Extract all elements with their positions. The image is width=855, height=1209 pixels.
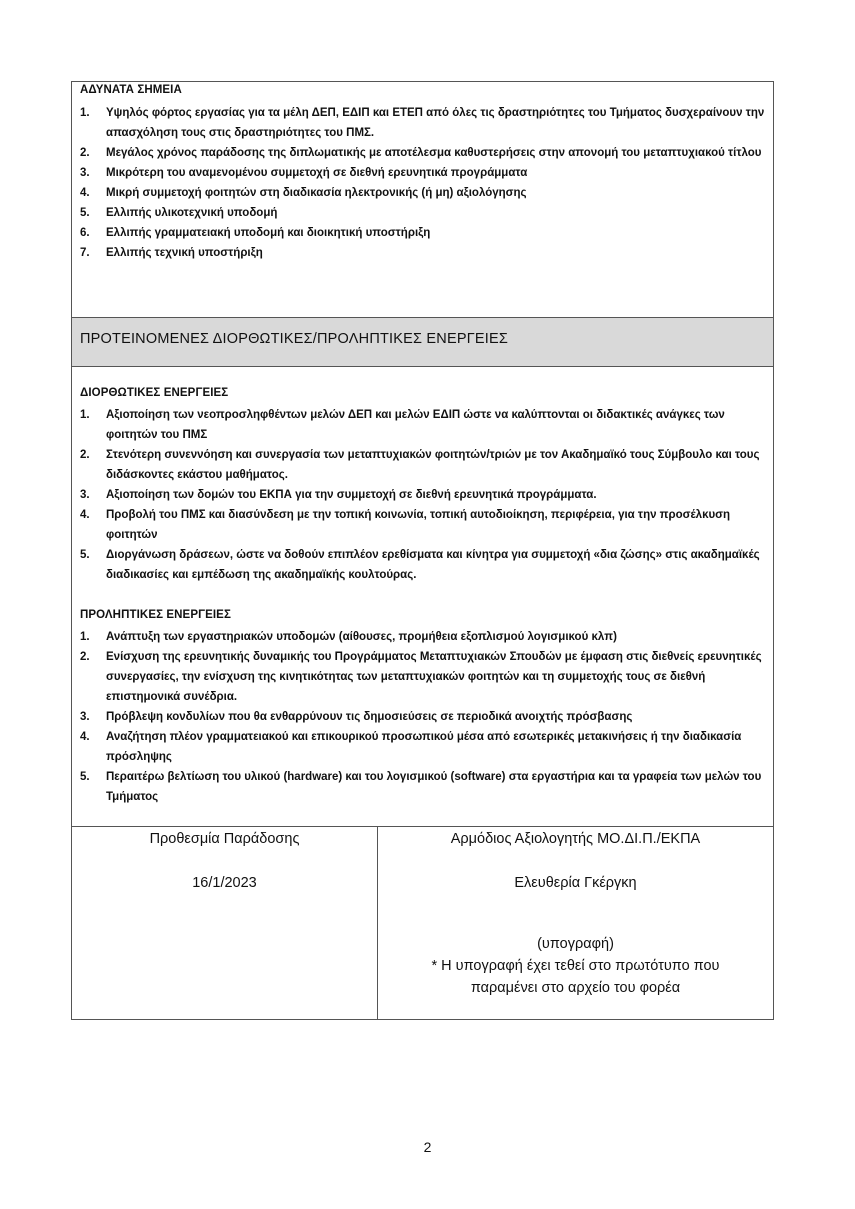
- page-number: 2: [423, 1139, 432, 1155]
- weaknesses-section: [71, 81, 774, 317]
- signature-note-line1: * Η υπογραφή έχει τεθεί στο πρωτότυπο που: [431, 958, 720, 974]
- list-item: [80, 545, 765, 585]
- list-item-text: Αναζήτηση πλέον γραμματειακού και επικουρικού προσωπικού μέσα από εσωτερικές μετακινήσεις ή την διαδικασία πρόσληψης: [106, 731, 742, 763]
- deadline-value: 16/1/2023: [192, 875, 257, 891]
- preventive-list: [80, 627, 765, 807]
- list-item: [80, 727, 765, 767]
- proposed-actions-header: [71, 317, 774, 367]
- list-item-text: Μικρή συμμετοχή φοιτητών στη διαδικασία ηλεκτρονικής (ή μη) αξιολόγησης: [106, 187, 527, 199]
- list-item-text: Αξιοποίηση των νεοπροσληφθέντων μελών ΔΕΠ και μελών ΕΔΙΠ ώστε να καλύπτονται οι διδακτικές ανάγκες των φοιτητών του ΠΜΣ: [106, 409, 725, 441]
- list-item: [80, 243, 765, 263]
- weaknesses-heading: ΑΔΥΝΑΤΑ ΣΗΜΕΙΑ: [80, 84, 182, 96]
- list-item: [80, 163, 765, 183]
- list-item: [80, 203, 765, 223]
- list-item-number: 5.: [80, 549, 90, 561]
- evaluator-name: Ελευθερία Γκέργκη: [514, 875, 637, 891]
- list-item-text: Υψηλός φόρτος εργασίας για τα μέλη ΔΕΠ, ΕΔΙΠ και ΕΤΕΠ από όλες τις δραστηριότητες του Τμήματος δυσχεραίνουν την απασχόληση τους στις δραστηριότητες του ΠΜΣ.: [106, 107, 765, 139]
- list-item-text: Στενότερη συνεννόηση και συνεργασία των μεταπτυχιακών φοιτητών/τριών με τον Ακαδημαϊκό τους Σύμβουλο και τους διδάσκοντες εκάστου μαθήματος.: [106, 449, 760, 481]
- list-item-text: Διοργάνωση δράσεων, ώστε να δοθούν επιπλέον ερεθίσματα και κίνητρα για συμμετοχή «δια ζώσης» στις ακαδημαϊκές διαδικασίες και εμπέδωση της ακαδημαϊκής κουλτούρας.: [106, 549, 760, 581]
- list-item-text: Ανάπτυξη των εργαστηριακών υποδομών (αίθουσες, προμήθεια εξοπλισμού λογισμικού κλπ): [106, 631, 617, 643]
- list-item-text: Μικρότερη του αναμενομένου συμμετοχή σε διεθνή ερευνητικά προγράμματα: [106, 167, 528, 179]
- list-item-text: Ενίσχυση της ερευνητικής δυναμικής του Προγράμματος Μεταπτυχιακών Σπουδών με έμφαση στις διεθνείς ερευνητικές συνεργασίες, την ενίσχυση της κινητικότητας των μεταπτυχιακών φοιτητών και τη συμμετοχής τους σε διεθνή επιστημονικά συνέδρια.: [106, 651, 762, 703]
- list-item-text: Περαιτέρω βελτίωση του υλικού (hardware) και του λογισμικού (software) στα εργαστήρια και τα γραφεία των μελών του Τμήματος: [106, 771, 762, 803]
- list-item-number: 7.: [80, 247, 90, 259]
- list-item: [80, 647, 765, 707]
- corrective-list: [80, 405, 765, 585]
- list-item-text: Ελλιπής γραμματειακή υποδομή και διοικητική υποστήριξη: [106, 227, 431, 239]
- list-item: [80, 143, 765, 163]
- list-item-number: 5.: [80, 771, 90, 783]
- list-item-text: Ελλιπής υλικοτεχνική υποδομή: [106, 207, 278, 219]
- list-item: [80, 183, 765, 203]
- list-item-number: 5.: [80, 207, 90, 219]
- list-item-number: 4.: [80, 187, 90, 199]
- list-item-text: Μεγάλος χρόνος παράδοσης της διπλωματικής με αποτέλεσμα καθυστερήσεις στην απονομή του μεταπτυχιακού τίτλου: [106, 147, 762, 159]
- list-item-number: 4.: [80, 509, 90, 521]
- list-item: [80, 103, 765, 143]
- list-item: [80, 445, 765, 485]
- list-item-number: 2.: [80, 651, 90, 663]
- signature-table: [71, 826, 774, 1020]
- list-item: [80, 223, 765, 243]
- signature-note-line2: παραμένει στο αρχείο του φορέα: [470, 980, 681, 996]
- corrective-heading: ΔΙΟΡΘΩΤΙΚΕΣ ΕΝΕΡΓΕΙΕΣ: [80, 387, 229, 399]
- list-item: [80, 505, 765, 545]
- evaluator-label: Αρμόδιος Αξιολογητής ΜΟ.ΔΙ.Π./ΕΚΠΑ: [450, 831, 701, 847]
- list-item-number: 2.: [80, 147, 90, 159]
- list-item-number: 6.: [80, 227, 90, 239]
- deadline-label: Προθεσμία Παράδοσης: [149, 831, 300, 847]
- list-item: [80, 767, 765, 807]
- list-item-text: Πρόβλεψη κονδυλίων που θα ενθαρρύνουν τις δημοσιεύσεις σε περιοδικά ανοιχτής πρόσβασης: [106, 711, 633, 723]
- preventive-heading: ΠΡΟΛΗΠΤΙΚΕΣ ΕΝΕΡΓΕΙΕΣ: [80, 609, 231, 621]
- list-item-number: 4.: [80, 731, 90, 743]
- list-item-number: 1.: [80, 107, 90, 119]
- weaknesses-list: [80, 103, 765, 263]
- list-item-text: Αξιοποίηση των δομών του ΕΚΠΑ για την συμμετοχή σε διεθνή ερευνητικά προγράμματα.: [106, 489, 597, 501]
- list-item-text: Προβολή του ΠΜΣ και διασύνδεση με την τοπική κοινωνία, τοπική αυτοδιοίκηση, περιφέρεια, για την προσέλκυση φοιτητών: [106, 509, 731, 541]
- list-item: [80, 405, 765, 445]
- list-item-number: 3.: [80, 711, 90, 723]
- list-item: [80, 485, 765, 505]
- list-item-number: 3.: [80, 489, 90, 501]
- list-item-number: 2.: [80, 449, 90, 461]
- signature-label: (υπογραφή): [537, 936, 614, 952]
- list-item-number: 1.: [80, 409, 90, 421]
- list-item-number: 3.: [80, 167, 90, 179]
- list-item-text: Ελλιπής τεχνική υποστήριξη: [106, 247, 263, 259]
- list-item-number: 1.: [80, 631, 90, 643]
- list-item: [80, 627, 765, 647]
- list-item: [80, 707, 765, 727]
- proposed-actions-title: ΠΡΟΤΕΙΝΟΜΕΝΕΣ ΔΙΟΡΘΩΤΙΚΕΣ/ΠΡΟΛΗΠΤΙΚΕΣ ΕΝΕΡΓΕΙΕΣ: [80, 331, 509, 347]
- actions-section: [71, 367, 774, 826]
